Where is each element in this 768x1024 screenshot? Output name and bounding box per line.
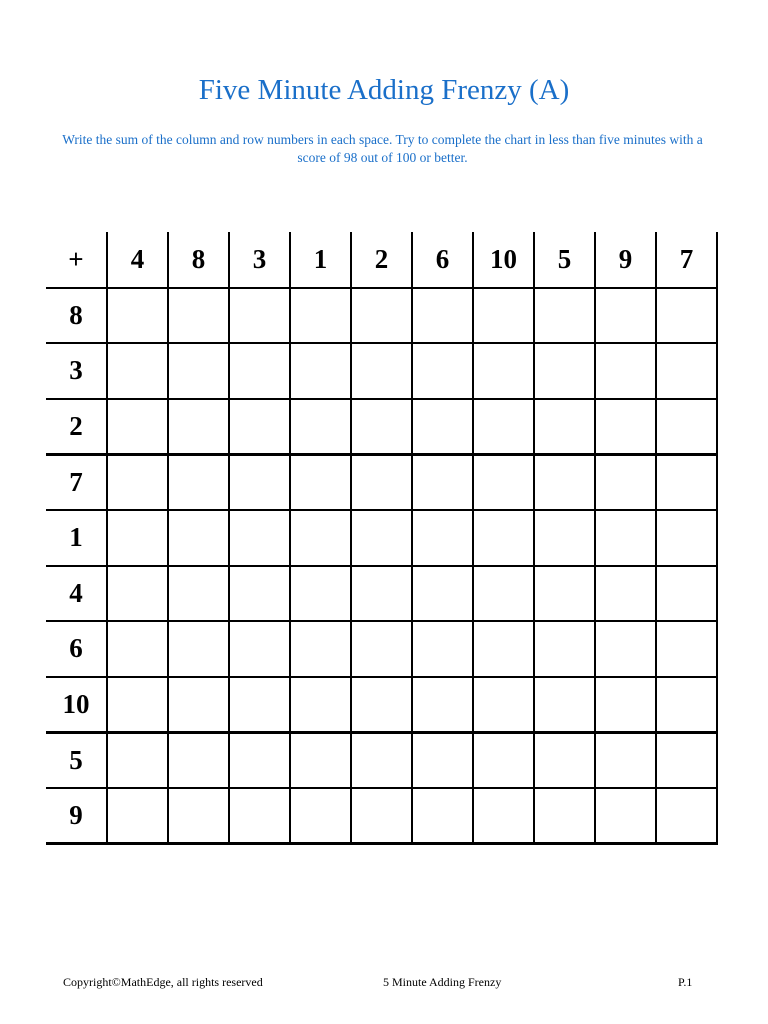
answer-cell[interactable] xyxy=(351,510,412,566)
row-header: 9 xyxy=(46,788,107,844)
column-header: 3 xyxy=(229,232,290,288)
answer-cell[interactable] xyxy=(412,343,473,399)
answer-cell[interactable] xyxy=(473,399,534,455)
answer-cell[interactable] xyxy=(351,788,412,844)
grid-row xyxy=(46,788,717,844)
answer-cell[interactable] xyxy=(290,454,351,510)
answer-cell[interactable] xyxy=(534,566,595,622)
answer-cell[interactable] xyxy=(473,454,534,510)
answer-cell[interactable] xyxy=(168,677,229,733)
answer-cell[interactable] xyxy=(107,399,168,455)
answer-cell[interactable] xyxy=(290,621,351,677)
answer-cell[interactable] xyxy=(656,343,717,399)
row-header: 2 xyxy=(46,399,107,455)
answer-cell[interactable] xyxy=(229,510,290,566)
answer-cell[interactable] xyxy=(534,399,595,455)
grid-row xyxy=(46,732,717,788)
grid-row xyxy=(46,510,717,566)
answer-cell[interactable] xyxy=(473,677,534,733)
grid-row xyxy=(46,399,717,455)
addition-grid xyxy=(46,232,718,845)
answer-cell[interactable] xyxy=(412,566,473,622)
answer-cell[interactable] xyxy=(412,510,473,566)
answer-cell[interactable] xyxy=(229,677,290,733)
footer-page-number: P.1 xyxy=(678,975,693,989)
answer-cell[interactable] xyxy=(351,621,412,677)
answer-cell[interactable] xyxy=(656,788,717,844)
row-header: 4 xyxy=(46,566,107,622)
column-header: 1 xyxy=(290,232,351,288)
answer-cell[interactable] xyxy=(290,399,351,455)
column-header: 6 xyxy=(412,232,473,288)
column-header: 4 xyxy=(107,232,168,288)
answer-cell[interactable] xyxy=(168,454,229,510)
column-header: 9 xyxy=(595,232,656,288)
answer-cell[interactable] xyxy=(351,732,412,788)
answer-cell[interactable] xyxy=(656,732,717,788)
answer-cell[interactable] xyxy=(229,732,290,788)
answer-cell[interactable] xyxy=(290,732,351,788)
grid-row xyxy=(46,288,717,344)
answer-cell[interactable] xyxy=(534,343,595,399)
answer-cell[interactable] xyxy=(473,510,534,566)
answer-cell[interactable] xyxy=(534,788,595,844)
answer-cell[interactable] xyxy=(656,288,717,344)
column-header: 5 xyxy=(534,232,595,288)
answer-cell[interactable] xyxy=(656,621,717,677)
answer-cell[interactable] xyxy=(412,288,473,344)
grid-row xyxy=(46,343,717,399)
answer-cell[interactable] xyxy=(351,566,412,622)
row-header: 5 xyxy=(46,732,107,788)
answer-cell[interactable] xyxy=(168,399,229,455)
answer-cell[interactable] xyxy=(107,566,168,622)
footer-copyright: Copyright©MathEdge, all rights reserved xyxy=(63,975,263,989)
answer-cell[interactable] xyxy=(412,677,473,733)
row-header: 6 xyxy=(46,621,107,677)
answer-cell[interactable] xyxy=(473,621,534,677)
answer-cell[interactable] xyxy=(473,343,534,399)
grid-row xyxy=(46,566,717,622)
answer-cell[interactable] xyxy=(595,621,656,677)
answer-cell[interactable] xyxy=(473,566,534,622)
row-header: 1 xyxy=(46,510,107,566)
instructions-text: Write the sum of the column and row numbers in each space. Try to complete the chart in less than five minutes with a score of 98 out of 100 or better. xyxy=(62,132,703,165)
answer-cell[interactable] xyxy=(290,677,351,733)
answer-cell[interactable] xyxy=(229,788,290,844)
answer-cell[interactable] xyxy=(290,510,351,566)
answer-cell[interactable] xyxy=(656,677,717,733)
answer-cell[interactable] xyxy=(229,566,290,622)
answer-cell[interactable] xyxy=(412,732,473,788)
answer-cell[interactable] xyxy=(595,454,656,510)
answer-cell[interactable] xyxy=(168,621,229,677)
answer-cell[interactable] xyxy=(229,343,290,399)
answer-cell[interactable] xyxy=(412,399,473,455)
answer-cell[interactable] xyxy=(534,454,595,510)
answer-cell[interactable] xyxy=(595,399,656,455)
answer-cell[interactable] xyxy=(595,288,656,344)
grid-header-row xyxy=(46,232,717,288)
answer-cell[interactable] xyxy=(351,343,412,399)
answer-cell[interactable] xyxy=(595,677,656,733)
row-header: 10 xyxy=(46,677,107,733)
answer-cell[interactable] xyxy=(473,288,534,344)
answer-cell[interactable] xyxy=(412,621,473,677)
column-header: 7 xyxy=(656,232,717,288)
grid-row xyxy=(46,454,717,510)
answer-cell[interactable] xyxy=(107,788,168,844)
answer-cell[interactable] xyxy=(290,288,351,344)
column-header: 8 xyxy=(168,232,229,288)
row-header: 7 xyxy=(46,454,107,510)
answer-cell[interactable] xyxy=(351,288,412,344)
column-header: 10 xyxy=(473,232,534,288)
answer-cell[interactable] xyxy=(656,510,717,566)
answer-cell[interactable] xyxy=(473,788,534,844)
answer-cell[interactable] xyxy=(168,510,229,566)
answer-cell[interactable] xyxy=(656,566,717,622)
answer-cell[interactable] xyxy=(107,732,168,788)
worksheet-title: Five Minute Adding Frenzy (A) xyxy=(198,74,570,106)
answer-cell[interactable] xyxy=(107,677,168,733)
answer-cell[interactable] xyxy=(595,343,656,399)
answer-cell[interactable] xyxy=(107,288,168,344)
answer-cell[interactable] xyxy=(168,343,229,399)
answer-cell[interactable] xyxy=(656,454,717,510)
answer-cell[interactable] xyxy=(351,454,412,510)
answer-cell[interactable] xyxy=(229,454,290,510)
answer-cell[interactable] xyxy=(534,621,595,677)
answer-cell[interactable] xyxy=(107,621,168,677)
answer-cell[interactable] xyxy=(229,288,290,344)
answer-cell[interactable] xyxy=(168,788,229,844)
answer-cell[interactable] xyxy=(595,566,656,622)
answer-cell[interactable] xyxy=(290,788,351,844)
answer-cell[interactable] xyxy=(290,566,351,622)
answer-cell[interactable] xyxy=(229,399,290,455)
answer-cell[interactable] xyxy=(290,343,351,399)
footer-title: 5 Minute Adding Frenzy xyxy=(383,975,502,989)
answer-cell[interactable] xyxy=(534,510,595,566)
answer-cell[interactable] xyxy=(534,732,595,788)
answer-cell[interactable] xyxy=(534,288,595,344)
answer-cell[interactable] xyxy=(595,510,656,566)
grid-row xyxy=(46,621,717,677)
answer-cell[interactable] xyxy=(656,399,717,455)
answer-cell[interactable] xyxy=(168,288,229,344)
answer-cell[interactable] xyxy=(595,788,656,844)
answer-cell[interactable] xyxy=(107,510,168,566)
answer-cell[interactable] xyxy=(412,788,473,844)
operator-cell: + xyxy=(46,232,107,288)
answer-cell[interactable] xyxy=(168,566,229,622)
answer-cell[interactable] xyxy=(473,732,534,788)
answer-cell[interactable] xyxy=(595,732,656,788)
answer-cell[interactable] xyxy=(412,454,473,510)
answer-cell[interactable] xyxy=(229,621,290,677)
answer-cell[interactable] xyxy=(351,399,412,455)
answer-cell[interactable] xyxy=(168,732,229,788)
answer-cell[interactable] xyxy=(107,343,168,399)
answer-cell[interactable] xyxy=(107,454,168,510)
grid-row xyxy=(46,677,717,733)
answer-cell[interactable] xyxy=(351,677,412,733)
answer-cell[interactable] xyxy=(534,677,595,733)
row-header: 8 xyxy=(46,288,107,344)
column-header: 2 xyxy=(351,232,412,288)
row-header: 3 xyxy=(46,343,107,399)
